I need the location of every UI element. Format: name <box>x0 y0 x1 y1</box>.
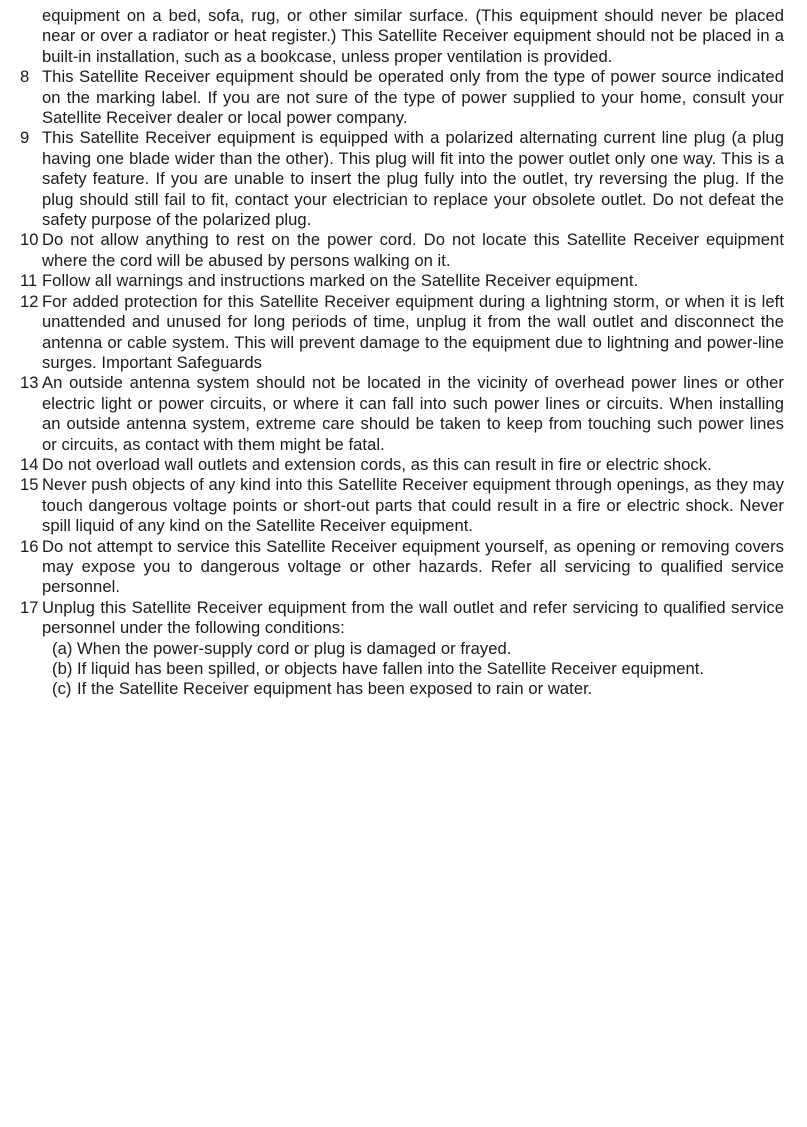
list-item-16 <box>20 537 784 598</box>
item-number: 13 <box>20 373 39 393</box>
sub-item-c <box>52 679 784 699</box>
sub-item-label: (a) <box>52 638 73 658</box>
item-body <box>42 598 784 700</box>
item-text: Never push objects of any kind into this Satellite Receiver equipment through openings, as they may touch dangerous voltage points or short-out parts that could result in a fire or electric shock. Never spill liquid of any kind on the Satellite Receiver equipment. <box>42 475 784 536</box>
list-item-11 <box>20 271 784 291</box>
sub-item-a <box>52 639 784 659</box>
sub-item-label: (b) <box>52 659 73 678</box>
item-text: Do not allow anything to rest on the power cord. Do not locate this Satellite Receiver equipment where the cord will be abused by persons walking on it. <box>42 230 784 270</box>
list-item-15 <box>20 475 784 536</box>
list-item-17 <box>20 598 784 700</box>
item-text: This Satellite Receiver equipment is equipped with a polarized alternating current line plug (a plug having one blade wider than the other). This plug will fit into the power outlet only one way. This is a safety feature. If you are unable to insert the plug fully into the outlet, try reversing the plug. If the plug should still fail to fit, contact your electrician to replace your obsolete outlet. Do not defeat the safety purpose of the polarized plug. <box>42 128 784 230</box>
item-text: This Satellite Receiver equipment should be operated only from the type of power source indicated on the marking label. If you are not sure of the type of power supplied to your home, consult your Satellite Receiver dealer or local power company. <box>42 67 784 128</box>
list-item-12 <box>20 292 784 374</box>
document-page <box>20 0 784 700</box>
list-item-10 <box>20 230 784 271</box>
item-text: Follow all warnings and instructions marked on the Satellite Receiver equipment. <box>42 271 639 291</box>
item-number: 10 <box>20 230 39 250</box>
item-number: 8 <box>20 67 30 87</box>
item-number: 17 <box>20 597 39 617</box>
item-number: 14 <box>20 454 39 474</box>
sub-item-text: If liquid has been spilled, or objects have fallen into the Satellite Receiver equipment. <box>77 659 705 678</box>
sub-item-b <box>52 659 784 679</box>
item-text: An outside antenna system should not be located in the vicinity of overhead power lines or other electric light or power circuits, or where it can fall into such power lines or circuits. When installing an outside antenna system, extreme care should be taken to keep from touching such power lines or circuits, as contact with them might be fatal. <box>42 373 784 454</box>
continuation-paragraph: equipment on a bed, sofa, rug, or other similar surface. (This equipment should never be placed near or over a radiator or heat register.) This Satellite Receiver equipment should not be placed in a built-in installation, such as a bookcase, unless proper ventilation is provided. <box>42 6 784 66</box>
item-number: 11 <box>20 271 38 291</box>
item-text: Unplug this Satellite Receiver equipment from the wall outlet and refer servicing to qualified service personnel under the following conditions: <box>42 597 784 638</box>
list-item-8 <box>20 67 784 128</box>
list-item-9 <box>20 128 784 230</box>
list-item-13 <box>20 373 784 455</box>
sub-item-text: If the Satellite Receiver equipment has been exposed to rain or water. <box>77 679 593 699</box>
item-text: For added protection for this Satellite Receiver equipment during a lightning storm, or when it is left unattended and unused for long periods of time, unplug it from the wall outlet and disconnect the antenna or cable system. This will prevent damage to the equipment due to lightning and power-line surges. Important Safeguards <box>42 291 784 372</box>
item-number: 9 <box>20 128 30 148</box>
item-number: 15 <box>20 475 39 495</box>
sub-item-text: When the power-supply cord or plug is damaged or frayed. <box>77 638 512 658</box>
item-text: Do not attempt to service this Satellite Receiver equipment yourself, as opening or removing covers may expose you to dangerous voltage or other hazards. Refer all servicing to qualified service personnel. <box>42 536 784 597</box>
item-number: 12 <box>20 291 39 311</box>
sub-item-label: (c) <box>52 679 72 699</box>
item-number: 16 <box>20 536 39 556</box>
item-text: Do not overload wall outlets and extension cords, as this can result in fire or electric shock. <box>42 454 712 474</box>
list-item-14 <box>20 455 784 475</box>
